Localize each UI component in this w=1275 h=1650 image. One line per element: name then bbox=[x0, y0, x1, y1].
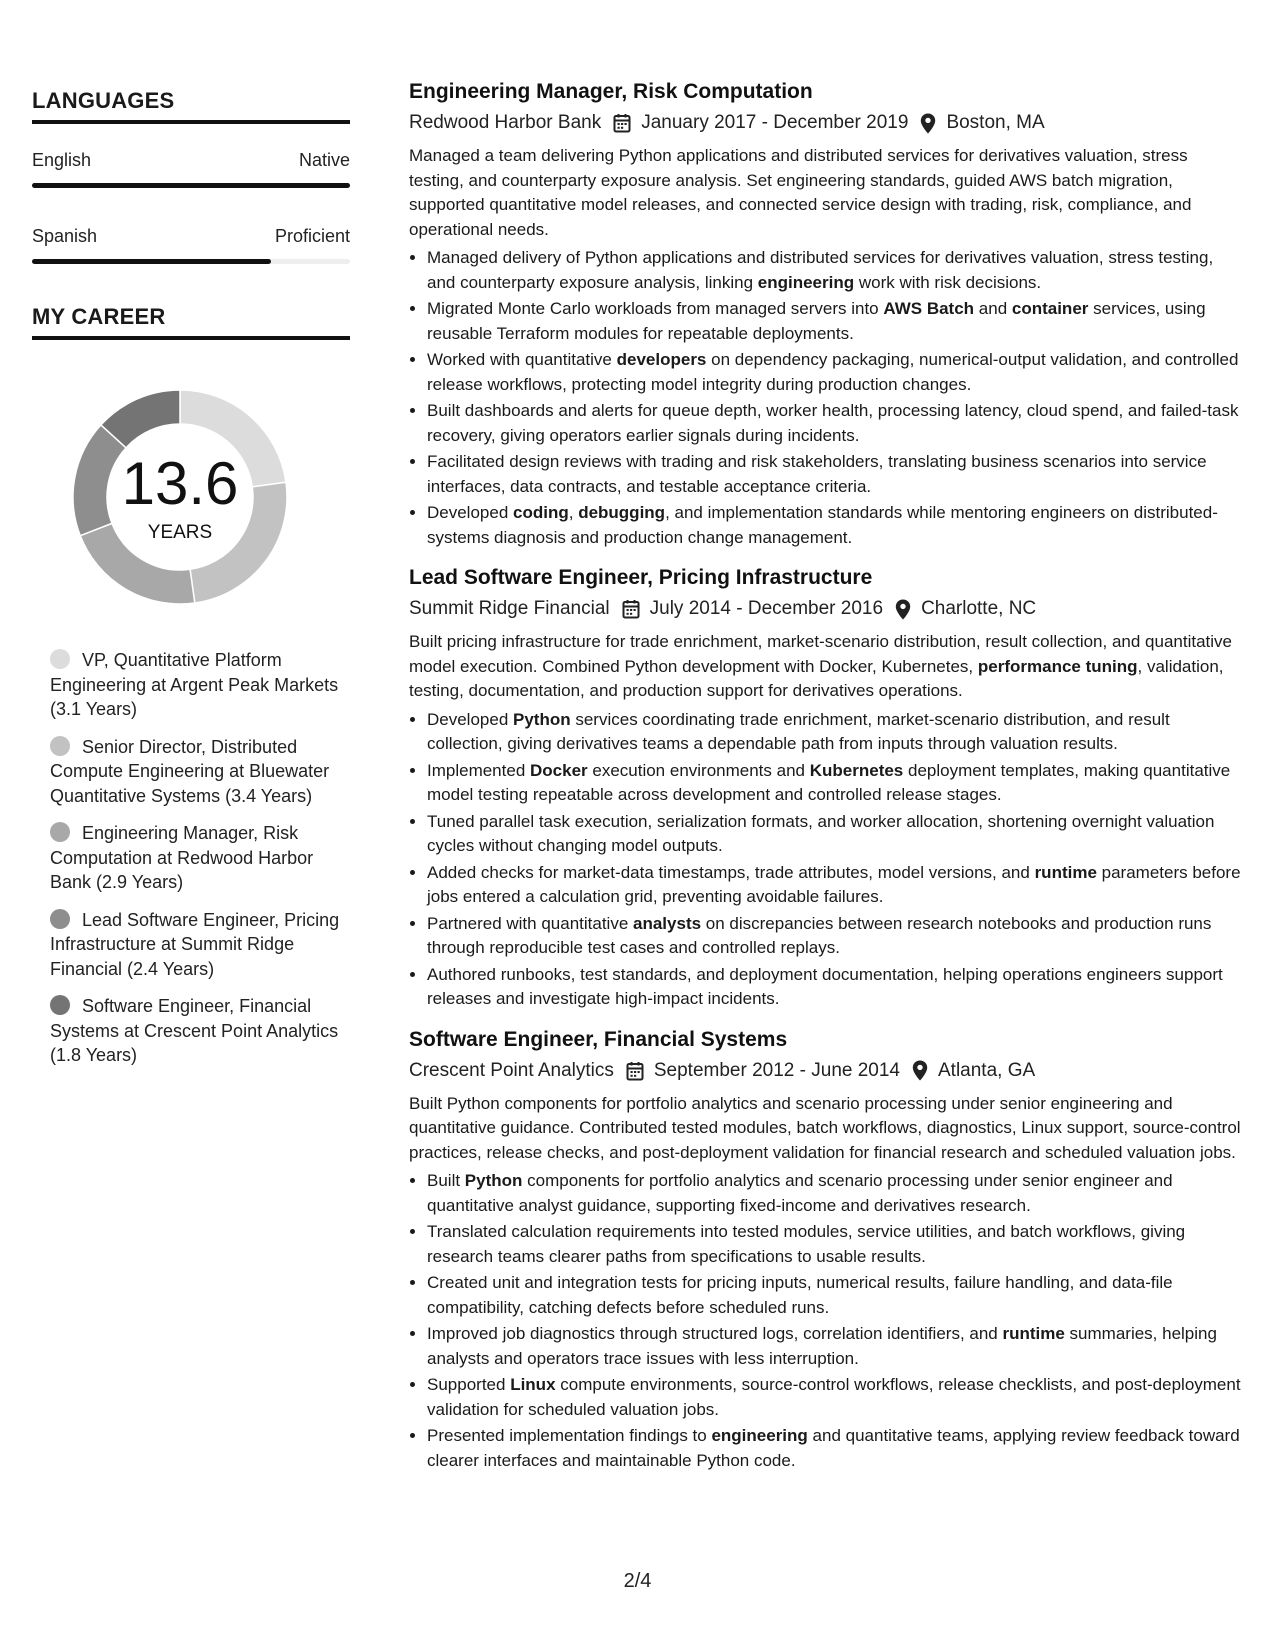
career-heading: MY CAREER bbox=[32, 304, 350, 340]
job-entry bbox=[409, 564, 1241, 1012]
legend-label: Software Engineer, Financial Systems at Crescent Point Analytics (1.8 Years) bbox=[50, 996, 339, 1065]
language-proficiency-bar bbox=[32, 259, 350, 264]
job-bullets bbox=[409, 1169, 1241, 1473]
job-bullet: • Facilitated design reviews with trading and risk stakeholders, translating business scenarios into service interfaces, data contracts, and testable acceptance criteria. bbox=[427, 450, 1241, 499]
language-item bbox=[32, 226, 350, 264]
job-bullet: • Authored runbooks, test standards, and deployment documentation, helping operations engineers support releases and investigate high-impact incidents. bbox=[427, 963, 1241, 1012]
career-total-years: 13.6 bbox=[121, 450, 239, 517]
job-bullets bbox=[409, 246, 1241, 550]
job-location: Atlanta, GA bbox=[938, 1059, 1036, 1081]
job-bullet: • Managed delivery of Python applications and distributed services for derivatives valuation, stress testing, and counterparty exposure analysis, linking engineering work with risk decisions. bbox=[427, 246, 1241, 295]
job-title: Lead Software Engineer, Pricing Infrastructure bbox=[409, 566, 873, 589]
job-title: Software Engineer, Financial Systems bbox=[409, 1027, 788, 1051]
job-meta bbox=[409, 1058, 1241, 1084]
career-legend-item bbox=[50, 648, 340, 722]
calendar-icon bbox=[622, 599, 640, 619]
legend-swatch bbox=[50, 822, 70, 842]
job-bullet: • Supported Linux compute environments, source-control workflows, release checklists, and post-deployment validation for scheduled valuation jobs. bbox=[427, 1373, 1241, 1422]
language-proficiency-fill bbox=[32, 259, 271, 264]
job-dates: January 2017 - December 2019 bbox=[641, 112, 909, 133]
job-bullet: • Added checks for market-data timestamps, trade attributes, model versions, and runtime parameters before jobs entered a calculation grid, preventing avoidable failures. bbox=[427, 861, 1241, 910]
calendar-icon bbox=[613, 113, 631, 133]
job-bullet: • Translated calculation requirements into tested modules, service utilities, and batch workflows, giving research teams clearer paths from specifications to usable results. bbox=[427, 1220, 1241, 1269]
language-name: Spanish bbox=[32, 226, 98, 246]
sidebar bbox=[32, 88, 350, 1081]
page-number: 2/4 bbox=[623, 1570, 652, 1592]
career-legend-item bbox=[50, 994, 340, 1068]
language-level: Proficient bbox=[274, 226, 350, 246]
legend-swatch bbox=[50, 995, 70, 1015]
job-bullet: • Developed Python services coordinating trade enrichment, market-scenario distribution, and result collection, giving derivatives teams a dependable path from inputs through valuation results. bbox=[427, 708, 1241, 757]
legend-label: Engineering Manager, Risk Computation at Redwood Harbor Bank (2.9 Years) bbox=[50, 823, 314, 892]
legend-swatch bbox=[50, 649, 70, 669]
job-dates: July 2014 - December 2016 bbox=[649, 598, 884, 619]
job-summary: Built pricing infrastructure for trade enrichment, market-scenario distribution, result collection, and quantitative model execution. Combined Python development with Docker, Kubernetes, performance tuning, validation, testing, documentation, and production support for derivatives operations. bbox=[409, 632, 1232, 700]
job-bullet: • Tuned parallel task execution, serialization formats, and worker allocation, shortening overnight valuation cycles without changing model outputs. bbox=[427, 810, 1241, 859]
legend-swatch bbox=[50, 736, 70, 756]
career-total-unit: YEARS bbox=[147, 522, 213, 543]
experience-section bbox=[409, 78, 1241, 1487]
job-entry bbox=[409, 1026, 1241, 1474]
legend-label: Senior Director, Distributed Compute Engineering at Bluewater Quantitative Systems (3.4 Years) bbox=[50, 736, 330, 806]
job-bullet: • Built Python components for portfolio analytics and scenario processing under senior engineer and quantitative analyst guidance, supporting fixed-income and derivatives research. bbox=[427, 1169, 1241, 1218]
job-company: Summit Ridge Financial bbox=[409, 598, 610, 619]
job-meta bbox=[409, 110, 1241, 136]
job-meta bbox=[409, 596, 1241, 622]
job-bullet: • Developed coding, debugging, and implementation standards while mentoring engineers on distributed-systems diagnosis and production change management. bbox=[427, 501, 1241, 550]
map-pin-icon bbox=[912, 1060, 928, 1081]
job-location: Boston, MA bbox=[946, 112, 1045, 133]
language-name: English bbox=[32, 150, 92, 170]
job-entry bbox=[409, 78, 1241, 550]
career-legend-item bbox=[50, 908, 340, 982]
job-bullet: • Built dashboards and alerts for queue depth, worker health, processing latency, cloud spend, and failed-task recovery, giving operators earlier signals during incidents. bbox=[427, 399, 1241, 448]
languages-list bbox=[32, 150, 350, 264]
language-level: Native bbox=[298, 150, 350, 170]
map-pin-icon bbox=[920, 113, 936, 134]
career-legend bbox=[50, 648, 340, 1068]
job-bullet: • Worked with quantitative developers on dependency packaging, numerical-output validation, and controlled release workflows, protecting model integrity during production changes. bbox=[427, 348, 1241, 397]
job-bullet: • Implemented Docker execution environments and Kubernetes deployment templates, making quantitative model testing repeatable across development and controlled release stages. bbox=[427, 759, 1241, 808]
career-legend-item bbox=[50, 735, 340, 809]
job-dates: September 2012 - June 2014 bbox=[653, 1059, 900, 1081]
job-title: Engineering Manager, Risk Computation bbox=[409, 80, 813, 103]
legend-label: VP, Quantitative Platform Engineering at Argent Peak Markets (3.1 Years) bbox=[50, 650, 339, 719]
job-bullet: • Presented implementation findings to engineering and quantitative teams, applying review feedback toward clearer interfaces and maintainable Python code. bbox=[427, 1424, 1241, 1473]
job-bullet: • Partnered with quantitative analysts on discrepancies between research notebooks and production runs through reproducible test cases and controlled replays. bbox=[427, 912, 1241, 961]
language-proficiency-fill bbox=[32, 183, 350, 188]
job-bullets bbox=[409, 708, 1241, 1012]
career-donut-chart bbox=[65, 382, 295, 612]
job-bullet: • Migrated Monte Carlo workloads from managed servers into AWS Batch and container services, using reusable Terraform modules for repeatable deployments. bbox=[427, 297, 1241, 346]
job-company: Crescent Point Analytics bbox=[409, 1059, 614, 1081]
map-pin-icon bbox=[895, 599, 911, 620]
career-legend-item bbox=[50, 821, 340, 895]
job-bullet: • Improved job diagnostics through structured logs, correlation identifiers, and runtime summaries, helping analysts and operators trace issues with less interruption. bbox=[427, 1322, 1241, 1371]
job-summary: Built Python components for portfolio analytics and scenario processing under senior engineering and quantitative guidance. Contributed tested modules, batch workflows, diagnostics, Linux support, source-control practices, release checks, and post-deployment validation for financial research and scheduled valuation jobs. bbox=[409, 1093, 1241, 1162]
calendar-icon bbox=[626, 1061, 644, 1081]
legend-swatch bbox=[50, 909, 70, 929]
language-item bbox=[32, 150, 350, 188]
job-location: Charlotte, NC bbox=[921, 598, 1037, 619]
language-proficiency-bar bbox=[32, 183, 350, 188]
job-summary: Managed a team delivering Python applications and distributed services for derivatives valuation, stress testing, and counterparty exposure analysis. Set engineering standards, guided AWS batch migration, supported quantitative model releases, and connected service design with trading, risk, compliance, and operational needs. bbox=[409, 146, 1192, 239]
legend-label: Lead Software Engineer, Pricing Infrastructure at Summit Ridge Financial (2.4 Years) bbox=[50, 909, 340, 979]
job-bullet: • Created unit and integration tests for pricing inputs, numerical results, failure handling, and data-file compatibility, catching defects before scheduled runs. bbox=[427, 1271, 1241, 1320]
languages-heading: LANGUAGES bbox=[32, 88, 350, 124]
job-company: Redwood Harbor Bank bbox=[409, 112, 602, 133]
